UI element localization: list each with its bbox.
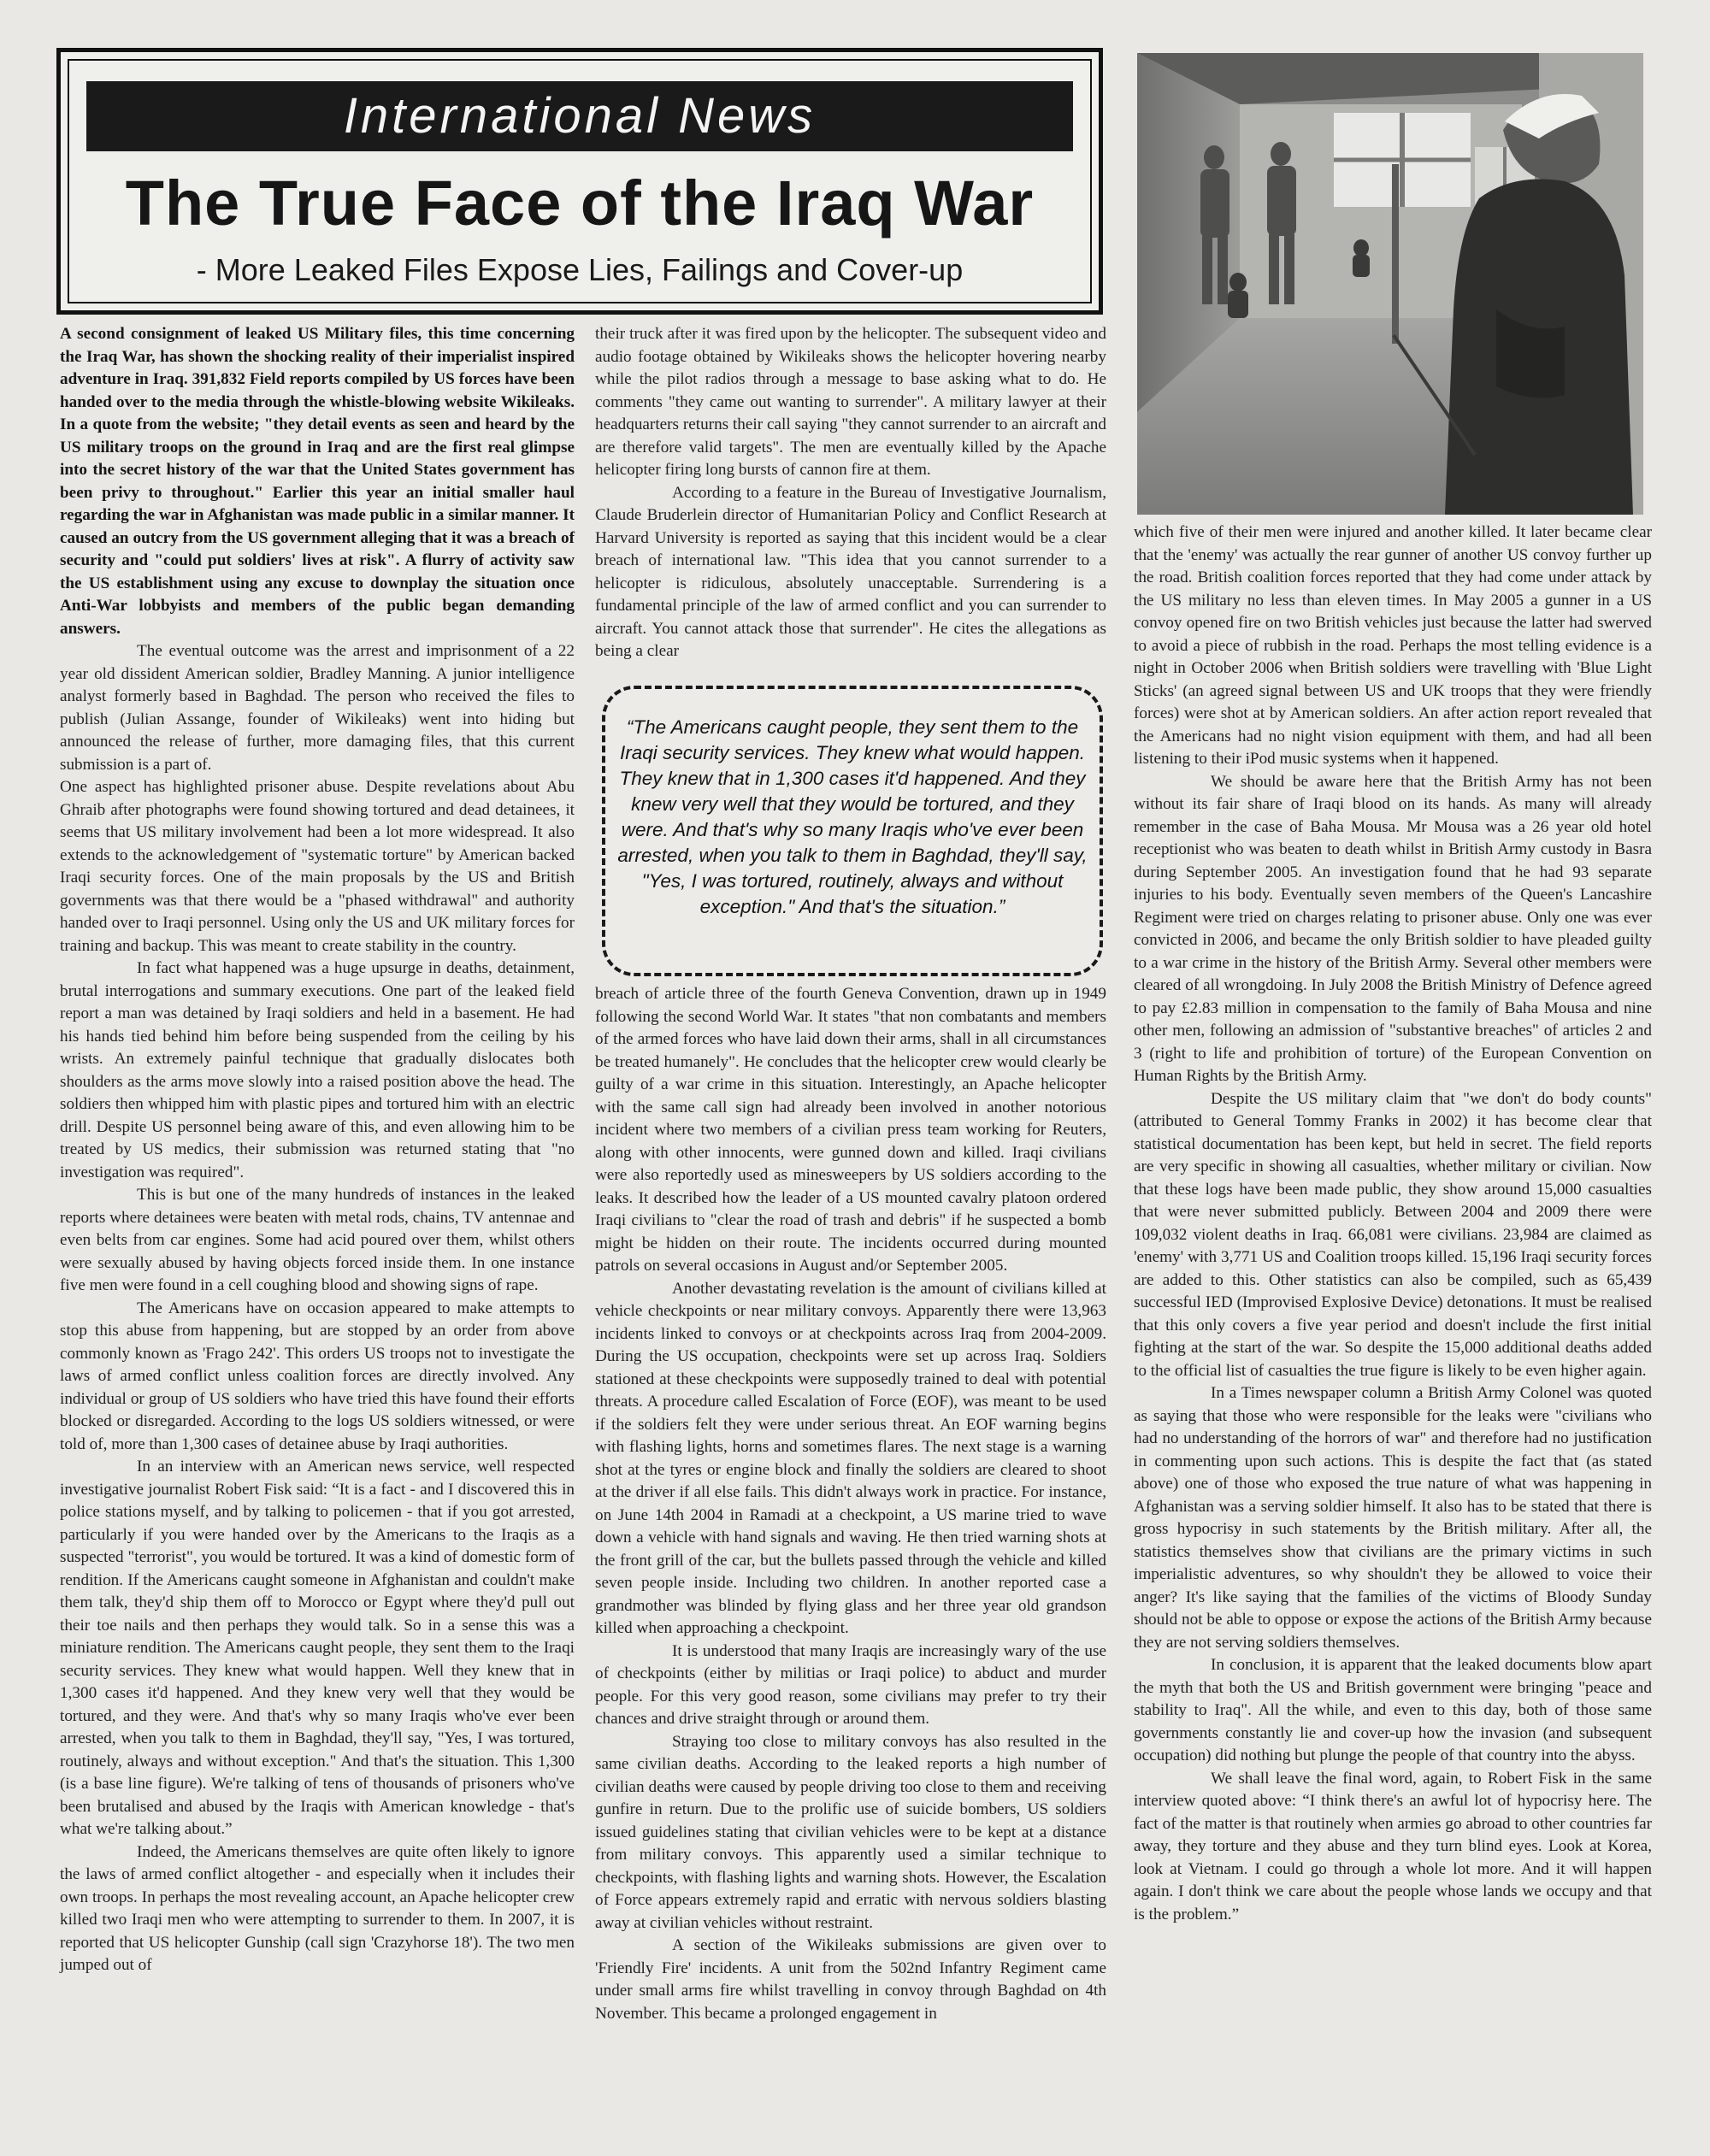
article-paragraph: Another devastating revelation is the amount of civilians killed at vehicle checkpoints or near military convoys. Apparently there were 13,963 incidents linked to convoys or at checkpoints across Iraq from 2004-2009. During the US occupation, checkpoints were set up across Iraq. Soldiers stationed at these checkpoints were supposedly trained to deal with potential threats. A procedure called Escalation of Force (EOF), was meant to be used if the soldiers felt they were under serious threat. An EOF warning begins with flashing lights, horns and sometimes flares. The next stage is a warning shot at the tyres or engine block and finally the soldiers are cleared to shoot at the driver if all else fails. This didn't always work in practice. For instance, on June 14th 2004 in Ramadi at a checkpoint, a US marine tried to wave down a vehicle with hand signals and waving. He then tried warning shots at the front grill of the car, but the bullets passed through the vehicle and killed seven people inside. Including two children. In another reported case a grandmother was blinded by flying glass and her three year old grandson killed when approaching a checkpoint.: [595, 1279, 1106, 1637]
article-paragraph: Indeed, the Americans themselves are quite often likely to ignore the laws of armed conflict altogether - and especially when it includes their own troops. In perhaps the most revealing account, an Apache helicopter crew killed two Iraqi men who were attempting to surrender to them. In 2007, it is reported that US helicopter Gunship (call sign 'Crazyhorse 18'). The two men jumped out of: [60, 1842, 575, 1974]
headline: The True Face of the Iraq War: [125, 168, 1035, 239]
article-paragraph: In fact what happened was a huge upsurge in deaths, detainment, brutal interrogations and summary executions. One part of the leaked field report a man was detained by Iraqi soldiers and held in a basement. He had his hands tied behind him before being suspended from the ceiling by his wrists. An extremely painful technique that gradually dislocates both shoulders as the arms move slowly into a raised position above the head. The soldiers then whipped him with plastic pipes and tortured him with an electric drill. Despite US personnel being aware of this, and even allowing him to be treated by US medics, their submission was returned stating that "no investigation was required".: [60, 959, 575, 1181]
article-paragraph: We should be aware here that the British Army has not been without its fair share of Iraqi blood on its hands. As many will already remember in the case of Baha Mousa. Mr Mousa was a 26 year old hotel receptionist who was beaten to death whilst in British Army custody in Basra during September 2005. An investigation found that he had 93 separate injuries to his body. Eventually seven members of the Queen's Lancashire Regiment were tried on charges relating to prisoner abuse. Only one was ever convicted in 2006, and became the only British soldier to have pleaded guilty to a war crime in the history of the British Army. Several other members were cleared of all wrongdoing. In July 2008 the British Ministry of Defence agreed to pay £2.83 million in compensation to the family of Baha Mousa and nine other men, following an admission of "substantive breaches" of articles 2 and 3 (right to life and prohibition of torture) of the European Convention on Human Rights by the British Army.: [1134, 772, 1652, 1085]
article-paragraph: their truck after it was fired upon by the helicopter. The subsequent video and audio footage obtained by Wikileaks shows the helicopter hovering nearby while the pilot radios through a message to base asking what to do. He comments "they came out wanting to surrender". A military lawyer at their headquarters returns their call saying "they cannot surrender to an aircraft and are therefore valid targets". The men are eventually killed by the Apache helicopter firing long bursts of cannon fire at them.: [595, 325, 1106, 479]
article-paragraph: It is understood that many Iraqis are increasingly wary of the use of checkpoints (either by militias or Iraqi police) to abduct and murder people. For this very good reason, some civilians may prefer to try their chances and drive straight through or around them.: [595, 1641, 1106, 1728]
article-paragraph: Straying too close to military convoys has also resulted in the same civilian deaths. According to the leaked reports a high number of civilian deaths were caused by people driving too close to them and receiving gunfire in return. Due to the prolific use of suicide bombers, US soldiers issued guidelines stating that civilian vehicles were to be kept at a distance from military convoys. This apparently used a similar technique to checkpoints, with flashing lights and warning shots. However, the Escalation of Force appears extremely rapid and erratic with nervous soldiers blasting away at civilian vehicles without restraint.: [595, 1732, 1106, 1932]
article-paragraph: Despite the US military claim that "we don't do body counts" (attributed to General Tommy Franks in 2002) it has become clear that statistical documentation has been kept, but held in secret. The field reports are very specific in showing all casualties, whether military or civilian. Now that these logs have been made public, they show around 15,000 casualties that were never submitted publicly. Between 2004 and 2009 there were 109,032 violent deaths in Iraq. 66,081 were civilians. 23,984 are claimed as 'enemy' with 3,771 US and Coalition troops killed. 15,196 Iraqi security forces are added to this. Other statistics can also be compiled, such as 65,439 successful IED (Improvised Explosive Device) detonations. It must be realised that this only covers a five year period and doesn't include the first initial fighting at the start of the war. So despite the 15,000 additional deaths added to the official list of casualties the true figure is likely to be even higher again.: [1134, 1089, 1652, 1380]
article-paragraph: A section of the Wikileaks submissions are given over to 'Friendly Fire' incidents. A unit from the 502nd Infantry Regiment came under small arms fire whilst travelling in convoy through Baghdad on 4th November. This became a prolonged engagement in: [595, 1936, 1106, 2023]
lead-paragraph: A second consignment of leaked US Military files, this time concerning the Iraq War, has shown the shocking reality of their imperialist inspired adventure in Iraq. 391,832 Field reports compiled by US forces have been handed over to the media through the whistle-blowing website Wikileaks. In a quote from the website; "they detail events as seen and heard by the US military troops on the ground in Iraq and are the first real glimpse into the secret history of the war that the United States government has been privy to throughout." Earlier this year an initial smaller haul regarding the war in Afghanistan was made public in a similar manner. It caused an outcry from the US government alleging that it was a breach of security and "could put soldiers' lives at risk". A flurry of activity saw the US establishment using any excuse to downplay the situation once Anti-War lobbyists and members of the public began demanding answers.: [60, 325, 575, 638]
section-label: International News: [86, 81, 1073, 151]
article-paragraph: In a Times newspaper column a British Army Colonel was quoted as saying that those who were responsible for the leaks were "civilians who had no understanding of the horrors of war" and therefore had no justification in commenting upon such actions. This is despite the fact that (as stated above) one of those who exposed the true nature of what was happening in Afghanistan was a serving soldier himself. It also has to be stated that there is gross hypocrisy in such statements by the British military. After all, the statistics themselves show that civilians are the primary victims in such imperialistic adventures, so why shouldn't they be allowed to voice their anger? It's like saying that the families of the victims of Bloody Sunday should not be able to oppose or expose the actions of the British Army because they are not serving soldiers themselves.: [1134, 1384, 1652, 1652]
article-column-3: [1134, 521, 1652, 1926]
pull-quote: “The Americans caught people, they sent them to the Iraqi security services. They knew what would happen. They knew that in 1,300 cases it'd happened. And they knew very well that they would be tortured, and they were. And that's why so many Iraqis who've ever been arrested, when you talk to them in Baghdad, they'll say, "Yes, I was tortured, routinely, always and without exception." And that's the situation.”: [602, 686, 1103, 976]
article-paragraph: In conclusion, it is apparent that the leaked documents blow apart the myth that both the US and British government were bringing "peace and stability to Iraq". All the while, and even to this day, both of those same governments constantly lie and cover-up how the invasion (and subsequent occupation) did nothing but plunge the people of that country into the abyss.: [1134, 1656, 1652, 1764]
article-paragraph: According to a feature in the Bureau of Investigative Journalism, Claude Bruderlein director of Humanitarian Policy and Conflict Research at Harvard University is reported as saying that this incident would be a clear breach of international law. "This idea that you cannot surrender to a helicopter is ridiculous, absolutely unacceptable. Surrendering is a fundamental principle of the law of armed conflict and you can surrender to aircraft. You cannot attack those that surrender". He cites the allegations as being a clear: [595, 483, 1106, 660]
news-photo: [1137, 53, 1643, 515]
news-photo-icon: [1137, 53, 1643, 515]
article-column-2-bottom: [595, 983, 1106, 2025]
masthead-inner-border: [68, 59, 1092, 303]
masthead-box: [56, 48, 1103, 315]
article-column-1: [60, 323, 575, 1977]
article-paragraph: breach of article three of the fourth Geneva Convention, drawn up in 1949 following the second World War. It states "that non combatants and members of the armed forces who have laid down their arms, shall in all circumstances be treated humanely". He concludes that the helicopter crew would clearly be guilty of a war crime in this situation. Interestingly, an Apache helicopter with the same call sign had already been involved in another notorious incident where two members of a civilian press team working for Reuters, along with other innocents, were gunned down and killed. Iraqi civilians were also reportedly used as minesweepers by US soldiers according to the leaks. It described how the leader of a US mounted cavalry platoon ordered Iraqi civilians to "clear the road of trash and debris" if he suspected a bomb might be hidden on their route. The incidents occurred during mounted patrols on several occasions in August and/or September 2005.: [595, 985, 1106, 1275]
article-paragraph: We shall leave the final word, again, to Robert Fisk in the same interview quoted above: “I think there's an awful lot of hypocrisy here. The fact of the matter is that routinely when armies go abroad to other countries far away, they torture and they abuse and they turn blind eyes. Look at Korea, look at Vietnam. I could go through a whole lot more. And it will happen again. I don't think we care about the people whose lands we occupy and that is the problem.”: [1134, 1769, 1652, 1923]
article-paragraph: This is but one of the many hundreds of instances in the leaked reports where detainees were beaten with metal rods, chains, TV antennae and even belts from car engines. Some had acid poured over them, whilst others were sexually abused by having objects forced inside them. In one instance five men were found in a cell coughing blood and showing signs of rape.: [60, 1186, 575, 1294]
article-paragraph: In an interview with an American news service, well respected investigative journalist Robert Fisk said: “It is a fact - and I discovered this in police stations myself, and by talking to policemen - that if you got arrested, particularly if you were handed over by the Americans to the Iraqis as a suspected "terrorist", you would be tortured. It was a kind of domestic form of rendition. If the Americans caught someone in Afghanistan and couldn't make them talk, they'd ship them off to Morocco or Egypt where they'd pull out their toe nails and then perhaps they would talk. So in a sense this was a miniature rendition. The Americans caught people, they sent them to the Iraqi security services. They knew what would happen. Well they knew that in 1,300 cases it'd happened. And they knew very well that they would be tortured, and they were. And that's why so many Iraqis who've ever been arrested, when you talk to them in Baghdad, they'll say, "Yes, I was tortured, routinely, always and without exception." And that's the situation. This 1,300 (is a base line figure). We're talking of tens of thousands of prisoners who've been brutalised and abused by the Iraqis with American knowledge - that's what we're talking about.”: [60, 1458, 575, 1838]
article-column-2-top: [595, 323, 1106, 663]
article-paragraph: The eventual outcome was the arrest and imprisonment of a 22 year old dissident American soldier, Bradley Manning. A junior intelligence analyst formerly based in Baghdad. The person who received the files to publish (Julian Assange, founder of Wikileaks) went into hiding but announced the release of further, more damaging files, that this current submission is a part of.: [60, 642, 575, 774]
article-paragraph: One aspect has highlighted prisoner abuse. Despite revelations about Abu Ghraib after photographs were found showing tortured and dead detainees, it seems that US military involvement had been a lot more widespread. It also extends to the acknowledgement of "systematic torture" by American backed Iraqi security forces. One of the main proposals by the US and British governments was that there would be a "phased withdrawal" and authority handed over to Iraqi personnel. Using only the US and UK military forces for training and backup. This was meant to create stability in the country.: [60, 778, 575, 955]
subheadline: - More Leaked Files Expose Lies, Failings and Cover-up: [196, 252, 964, 287]
article-paragraph: which five of their men were injured and another killed. It later became clear that the 'enemy' was actually the rear gunner of another US convoy further up the road. British coalition forces reported that they had come under attack by the US military no less than eleven times. In May 2005 a gunner in a US convoy opened fire on two British vehicles just because the latter had swerved to avoid a piece of rubbish in the road. Perhaps the most telling evidence is a night in October 2006 when British soldiers were travelling with 'Blue Light Sticks' (an agreed signal between US and UK troops that they were friendly forces) were shot at by American soldiers. An after action report revealed that the Americans had no night vision equipment with them, and had all been listening to their iPod music systems when it happened.: [1134, 523, 1652, 768]
article-paragraph: The Americans have on occasion appeared to make attempts to stop this abuse from happening, but are stopped by an order from above commonly known as 'Frago 242'. This orders US troops not to investigate the laws of armed conflict unless coalition forces are directly involved. Any individual or group of US soldiers who have tried this have found their efforts blocked or disregarded. According to the logs US soldiers witnessed, or were told of, more than 1,300 cases of detainee abuse by Iraqi authorities.: [60, 1299, 575, 1453]
